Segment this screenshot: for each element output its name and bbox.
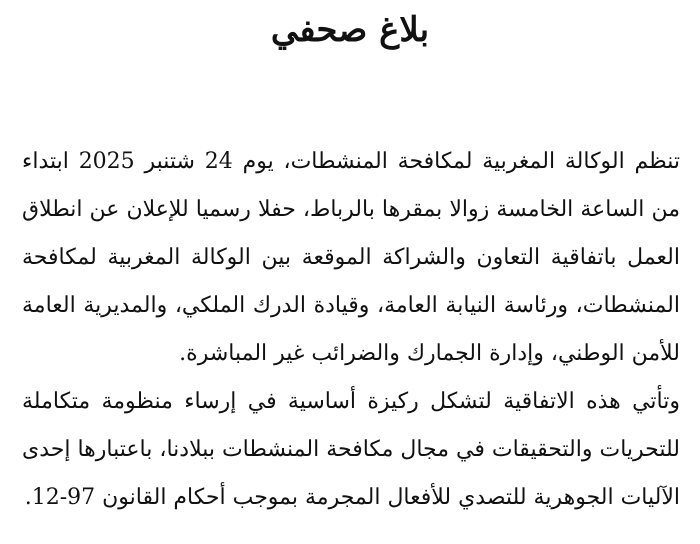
paragraph-2: وتأتي هذه الاتفاقية لتشكل ركيزة أساسية في إرساء منظومة متكاملة للتحريات والتحقيقات في مجال مكافحة المنشطات ببلادنا، باعتبارها إحدى الآليات الجوهرية للتصدي للأفعال المجرمة بموجب أحكام القانون 97-12. (22, 389, 680, 510)
document-title: بلاغ صحفي (270, 10, 430, 50)
paragraph-1: تنظم الوكالة المغربية لمكافحة المنشطات، يوم 24 شتنبر 2025 ابتداء من الساعة الخامسة زوالا بمقرها بالرباط، حفلا رسميا للإعلان عن انطلاق العمل باتفاقية التعاون والشراكة الموقعة بين الوكالة المغربية لمكافحة المنشطات، ورئاسة النيابة العامة، وقيادة الدرك الملكي، والمديرية العامة للأمن الوطني، وإدارة الجمارك والضرائب غير المباشرة. (22, 149, 680, 366)
